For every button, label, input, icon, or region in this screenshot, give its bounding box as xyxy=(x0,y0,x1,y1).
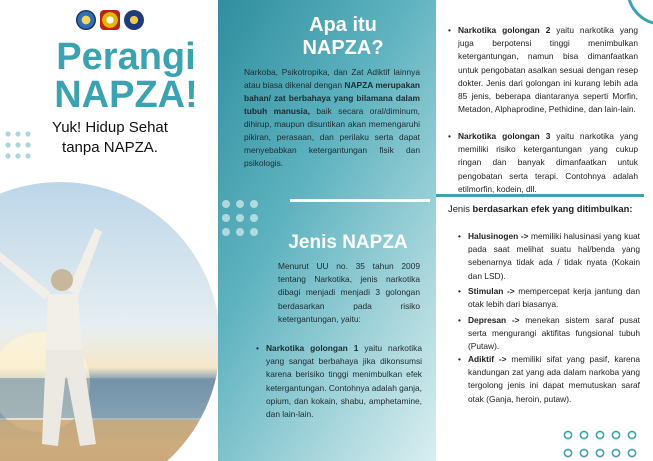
woman-at-beach-photo xyxy=(0,182,218,461)
effect-name: Stimulan -> xyxy=(468,286,515,296)
cover-panel xyxy=(0,0,218,461)
what-is-napza-heading-line1: Apa itu xyxy=(309,14,377,36)
golongan2-label: Narkotika golongan 2 xyxy=(458,25,551,35)
cover-subtitle-line2: tanpa NAPZA. xyxy=(62,139,158,156)
definition-part-a: Narkoba, Psikotropika, dan Zat Adiktif lainnya atau biasa dikenal dengan xyxy=(244,67,420,90)
logo-group xyxy=(76,10,144,30)
regency-logo xyxy=(100,10,120,30)
effect-types-heading xyxy=(448,202,638,215)
university-logo xyxy=(76,10,96,30)
effect-types-prefix: Jenis xyxy=(448,203,473,214)
decorative-ring-dots-icon xyxy=(562,429,648,459)
golongan1-text: yaitu narkotika yang sangat berbahaya jika dikonsumsi karena berisiko tinggi menimbulkan efek ketergantungan. Contohnya adalah ganja, opium, dan kokain, shabu, amphetamine, dan lain-lain. xyxy=(266,343,422,420)
institution-logo xyxy=(124,10,144,30)
effect-item-adiktif xyxy=(458,353,640,406)
cover-title-line1: Perangi xyxy=(56,36,196,78)
effect-item-halusinogen xyxy=(458,230,640,283)
effect-text: mempercepat kerja jantung dan otak lebih dari biasanya. xyxy=(468,286,640,310)
effect-text: memiliki halusinasi yang kuat pada saat melihat suatu hal/benda yang sebenarnya tidak ada / tidak nyata (Kokain dan LSD). xyxy=(468,231,640,281)
details-panel xyxy=(436,0,653,461)
effect-types-bold: berdasarkan efek yang ditimbulkan: xyxy=(472,203,633,214)
cover-subtitle xyxy=(40,118,180,158)
effect-text: memiliki sifat yang pasif, karena kandungan zat yang ada dalam narkoba yang tergolong jenis ini dapat memutuskan saraf otak (Ganja, heroin, putaw). xyxy=(468,354,640,404)
what-is-napza-heading-line2: NAPZA? xyxy=(302,37,384,59)
cover-title-line2: NAPZA! xyxy=(54,74,198,116)
bullet-icon: • xyxy=(458,286,461,296)
bullet-icon: • xyxy=(458,231,461,241)
bullet-icon: • xyxy=(458,315,461,325)
decorative-dots-icon xyxy=(218,196,278,256)
cover-subtitle-line1: Yuk! Hidup Sehat xyxy=(52,119,168,136)
golongan1-label: Narkotika golongan 1 xyxy=(266,343,359,353)
section-divider xyxy=(290,199,430,202)
effect-item-depresan xyxy=(458,314,640,354)
effect-name: Halusinogen -> xyxy=(468,231,529,241)
effect-text: menekan sistem saraf pusat serta mengurangi aktifitas fungsional tubuh (Putaw). xyxy=(468,315,640,352)
what-is-napza-heading xyxy=(278,14,408,60)
jenis-napza-intro: Menurut UU no. 35 tahun 2009 tentang Narkotika, jenis narkotika dibagi menjadi menjadi 3 golongan berdasarkan pada risiko ketergantungan, yaitu: xyxy=(278,261,420,324)
golongan1-item xyxy=(256,342,422,421)
golongan3-label: Narkotika golongan 3 xyxy=(458,131,551,141)
bullet-icon: • xyxy=(448,131,451,141)
napza-definition-text xyxy=(244,66,420,170)
cover-title xyxy=(36,38,216,114)
effect-name: Adiktif -> xyxy=(468,354,507,364)
effect-item-stimulan xyxy=(458,285,640,311)
golongan2-item xyxy=(448,24,638,116)
bullet-icon: • xyxy=(448,25,451,35)
bullet-icon: • xyxy=(458,354,461,364)
golongan2-text: yaitu narkotika yang juga berpotensi tinggi menimbulkan ketergantungan, namun bisa dimanfaatkan untuk pengobatan asalkan sesuai dengan resep dokter. Jenis dari golongan ini kurang lebih ada 85 jenis, beberapa diantaranya seperti Morfin, Metadon, Alphaprodine, Pethidine, dan lain-lain. xyxy=(458,25,638,115)
section-divider xyxy=(436,194,644,197)
golongan3-item xyxy=(448,130,638,196)
golongan3-text: yaitu narkotika yang memiliki risiko ketergantungan yang cukup ringan dan banyak dimanfaatkan untuk pengobatan serta terapi. Contohnya adalah etilmorfin, kodein, dll. xyxy=(458,131,638,194)
jenis-napza-heading: Jenis NAPZA xyxy=(288,232,408,253)
definition-part-b: baik secara oral/diminum, dihirup, maupun disuntikan akan memengaruhi pikiran, perasaan, dan perilaku serta dapat menyebabkan ketergantungan fisik dan psikologis. xyxy=(244,106,421,168)
definition-bold: NAPZA merupakan bahan/ zat berbahaya yang bilamana dalam tubuh manusia, xyxy=(244,80,421,116)
effect-name: Depresan -> xyxy=(468,315,520,325)
bullet-icon: • xyxy=(256,343,259,353)
cover-photo-frame xyxy=(0,172,218,461)
decorative-dots-icon xyxy=(3,129,39,163)
info-panel xyxy=(218,0,436,461)
